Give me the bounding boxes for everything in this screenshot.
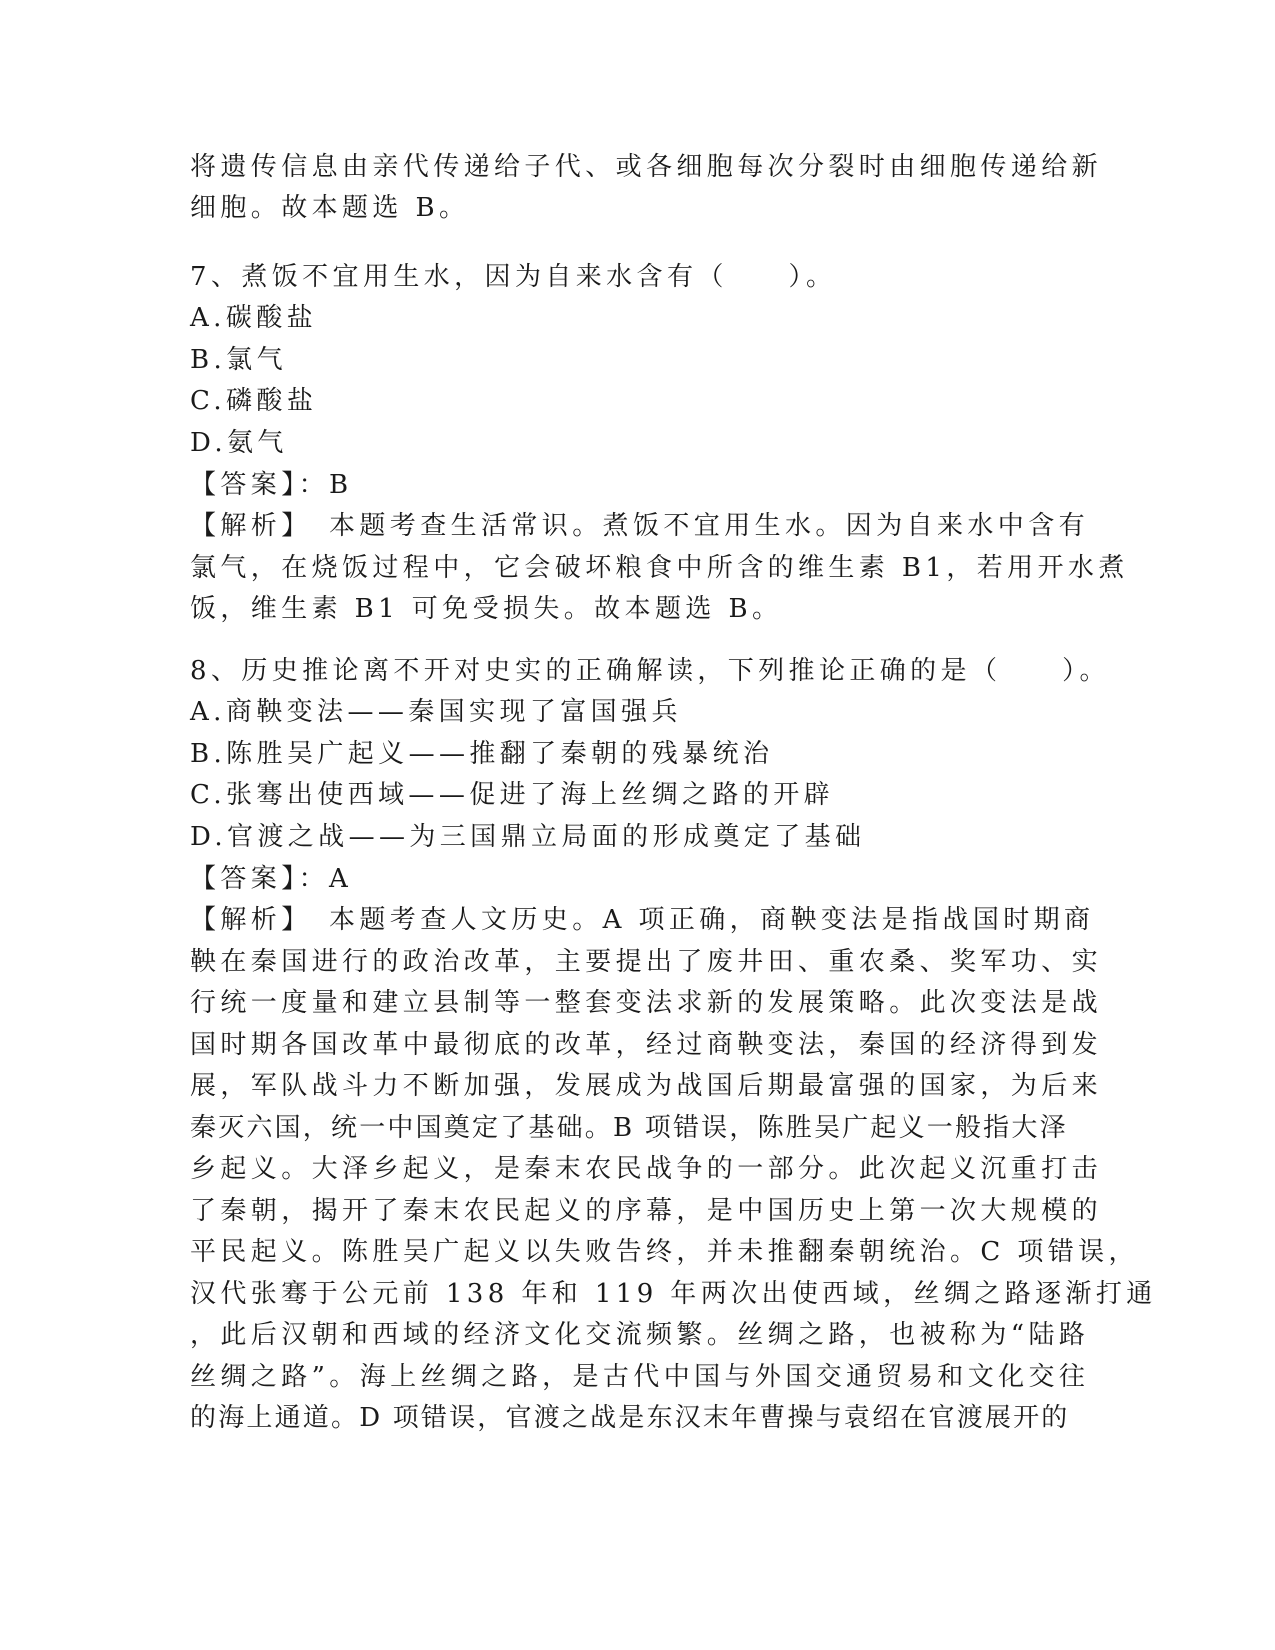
question-8-option-a: A.商鞅变法——秦国实现了富国强兵 <box>190 697 682 727</box>
text-line: 细胞。故本题选 B。 <box>190 193 470 223</box>
question-8-explanation-line: 鞅在秦国进行的政治改革，主要提出了废井田、重农桑、奖军功、实 <box>190 947 1103 977</box>
question-8-explanation-line: 汉代张骞于公元前 138 年和 119 年两次出使西域，丝绸之路逐渐打通 <box>190 1279 1157 1309</box>
question-8-explanation-line: 的海上通道。D 项错误，官渡之战是东汉末年曹操与袁绍在官渡展开的 <box>190 1403 1070 1433</box>
question-8-explanation-line: 国时期各国改革中最彻底的改革，经过商鞅变法，秦国的经济得到发 <box>190 1030 1103 1060</box>
question-8-explanation-line: 了秦朝，揭开了秦末农民起义的序幕，是中国历史上第一次大规模的 <box>190 1196 1103 1226</box>
question-8-option-d: D.官渡之战——为三国鼎立局面的形成奠定了基础 <box>190 822 866 852</box>
question-8-explanation-line: 【解析】 本题考查人文历史。A 项正确，商鞅变法是指战国时期商 <box>190 905 1095 935</box>
question-8-option-b: B.陈胜吴广起义——推翻了秦朝的残暴统治 <box>190 739 774 769</box>
question-8-explanation-line: 行统一度量和建立县制等一整套变法求新的发展策略。此次变法是战 <box>190 988 1103 1018</box>
question-8-option-c: C.张骞出使西域——促进了海上丝绸之路的开辟 <box>190 780 835 810</box>
question-7-option-c: C.磷酸盐 <box>190 386 318 416</box>
question-7-stem: 7、煮饭不宜用生水，因为自来水含有（ ）。 <box>190 262 837 292</box>
question-7-option-a: A.碳酸盐 <box>190 303 318 333</box>
text-line: 将遗传信息由亲代传递给子代、或各细胞每次分裂时由细胞传递给新 <box>190 152 1103 182</box>
question-8-explanation-line: 乡起义。大泽乡起义，是秦末农民战争的一部分。此次起义沉重打击 <box>190 1154 1103 1184</box>
question-7-option-d: D.氨气 <box>190 428 288 458</box>
question-8-explanation-line: 丝绸之路”。海上丝绸之路，是古代中国与外国交通贸易和文化交往 <box>190 1362 1090 1392</box>
question-8-stem: 8、历史推论离不开对史实的正确解读，下列推论正确的是（ ）。 <box>190 656 1110 686</box>
question-8-explanation-line: 展，军队战斗力不断加强，发展成为战国后期最富强的国家，为后来 <box>190 1071 1103 1101</box>
question-8-explanation-line: 平民起义。陈胜吴广起义以失败告终，并未推翻秦朝统治。C 项错误， <box>190 1237 1139 1267</box>
question-7-answer: 【答案】：B <box>190 470 353 500</box>
question-7-option-b: B.氯气 <box>190 345 287 375</box>
question-8-explanation-line: ，此后汉朝和西域的经济文化交流频繁。丝绸之路，也被称为“陆路 <box>190 1320 1090 1350</box>
question-7-explanation-line: 氯气，在烧饭过程中，它会破坏粮食中所含的维生素 B1，若用开水煮 <box>190 553 1129 583</box>
question-8-explanation-line: 秦灭六国，统一中国奠定了基础。B 项错误，陈胜吴广起义一般指大泽 <box>190 1113 1068 1143</box>
question-7-explanation-line: 饭，维生素 B1 可免受损失。故本题选 B。 <box>190 594 783 624</box>
question-8-answer: 【答案】：A <box>190 864 353 894</box>
question-7-explanation-line: 【解析】 本题考查生活常识。煮饭不宜用生水。因为自来水中含有 <box>190 511 1090 541</box>
